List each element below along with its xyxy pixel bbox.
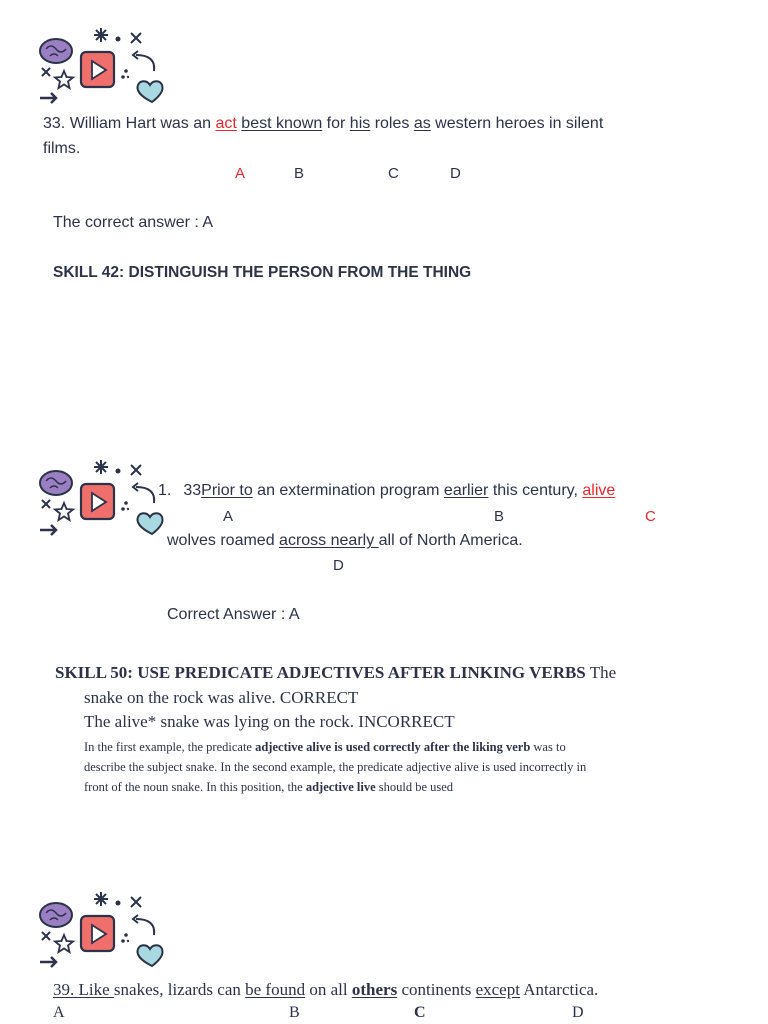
explanation-emphasis: adjective live (305, 780, 376, 794)
list-number: 1. (158, 482, 172, 499)
option-letter-d: D (572, 1004, 584, 1021)
heart-icon (138, 81, 163, 102)
explanation-line1 (84, 740, 566, 755)
option-d-word: as (413, 115, 431, 132)
question-39-line1 (53, 980, 598, 1000)
question-text: an extermination program (252, 482, 444, 499)
curl-arrow-icon (121, 51, 154, 79)
question-1-line2 (167, 532, 523, 550)
question-text: this century, (488, 482, 583, 499)
doodle-decoration (34, 456, 168, 536)
explanation-text: was to (530, 740, 566, 754)
question-text: 33 (183, 482, 202, 499)
doodle-decoration (34, 888, 168, 968)
question-33-line2: films. (43, 140, 81, 157)
option-a-word: 39. Like (53, 980, 114, 999)
option-letter-c: C (414, 1004, 426, 1021)
brain-icon (40, 39, 72, 63)
example-correct: snake on the rock was alive. CORRECT (84, 688, 359, 707)
option-letter-b: B (494, 508, 505, 525)
arrow-icon (40, 93, 56, 103)
option-c-word: his (349, 115, 371, 132)
explanation-text: In the first example, the predicate (84, 740, 256, 754)
explanation-line3 (84, 780, 453, 795)
option-letter-b: B (289, 1004, 300, 1021)
option-c-word: alive (582, 482, 616, 499)
explanation-line2: describe the subject snake. In the second example, the predicate adjective alive is used incorrectly in (84, 760, 587, 774)
play-button-icon (81, 52, 114, 87)
option-c-word: others (351, 980, 398, 999)
correct-answer: The correct answer : A (53, 214, 214, 231)
option-b-word: best known (241, 115, 323, 132)
option-d-word: across nearly (279, 532, 379, 549)
question-text: roles (370, 115, 414, 132)
doodle-decoration (34, 24, 168, 104)
heart-icon (138, 513, 163, 534)
heart-icon (138, 945, 163, 966)
option-letter-a: A (235, 165, 246, 182)
play-button-icon (81, 484, 114, 519)
curl-arrow-icon (121, 483, 154, 511)
option-letter-d: D (450, 165, 461, 182)
question-text: all of North America. (378, 532, 523, 549)
question-text: for (322, 115, 350, 132)
option-a-word: Prior to (201, 482, 253, 499)
skill-50-line1 (55, 663, 616, 683)
explanation-emphasis: adjective alive is used correctly after the liking verb (255, 740, 531, 754)
option-letter-c: C (645, 508, 656, 525)
option-letter-c: C (388, 165, 399, 182)
curl-arrow-icon (121, 915, 154, 943)
example-incorrect: The alive* snake was lying on the rock. INCORRECT (84, 712, 455, 731)
option-b-word: earlier (443, 482, 489, 499)
option-letter-a: A (53, 1004, 65, 1021)
question-text: western heroes in silent (430, 115, 604, 132)
skill-50-heading: SKILL 50: USE PREDICATE ADJECTIVES AFTER LINKING VERBS (55, 663, 586, 682)
question-text: continents (397, 980, 476, 999)
example-text: The (585, 663, 617, 682)
brain-icon (40, 471, 72, 495)
question-text: wolves roamed (167, 532, 280, 549)
question-1-line1 (158, 482, 615, 500)
correct-answer: Correct Answer : A (167, 606, 300, 623)
question-33-line1 (43, 115, 603, 133)
question-text: on all (305, 980, 352, 999)
option-letter-b: B (294, 165, 305, 182)
explanation-text: should be used (375, 780, 454, 794)
option-d-word: except (475, 980, 520, 999)
question-text: Antarctica. (519, 980, 599, 999)
question-text: snakes, lizards can (113, 980, 246, 999)
arrow-icon (40, 957, 56, 967)
option-letter-a: A (223, 508, 234, 525)
option-letter-d: D (333, 557, 344, 574)
arrow-icon (40, 525, 56, 535)
question-text: 33. William Hart was an (43, 115, 216, 132)
skill-42-heading: SKILL 42: DISTINGUISH THE PERSON FROM THE THING (53, 264, 472, 281)
brain-icon (40, 903, 72, 927)
option-a-word: act (215, 115, 237, 132)
explanation-text: front of the noun snake. In this position, the (84, 780, 306, 794)
play-button-icon (81, 916, 114, 951)
option-b-word: be found (245, 980, 306, 999)
